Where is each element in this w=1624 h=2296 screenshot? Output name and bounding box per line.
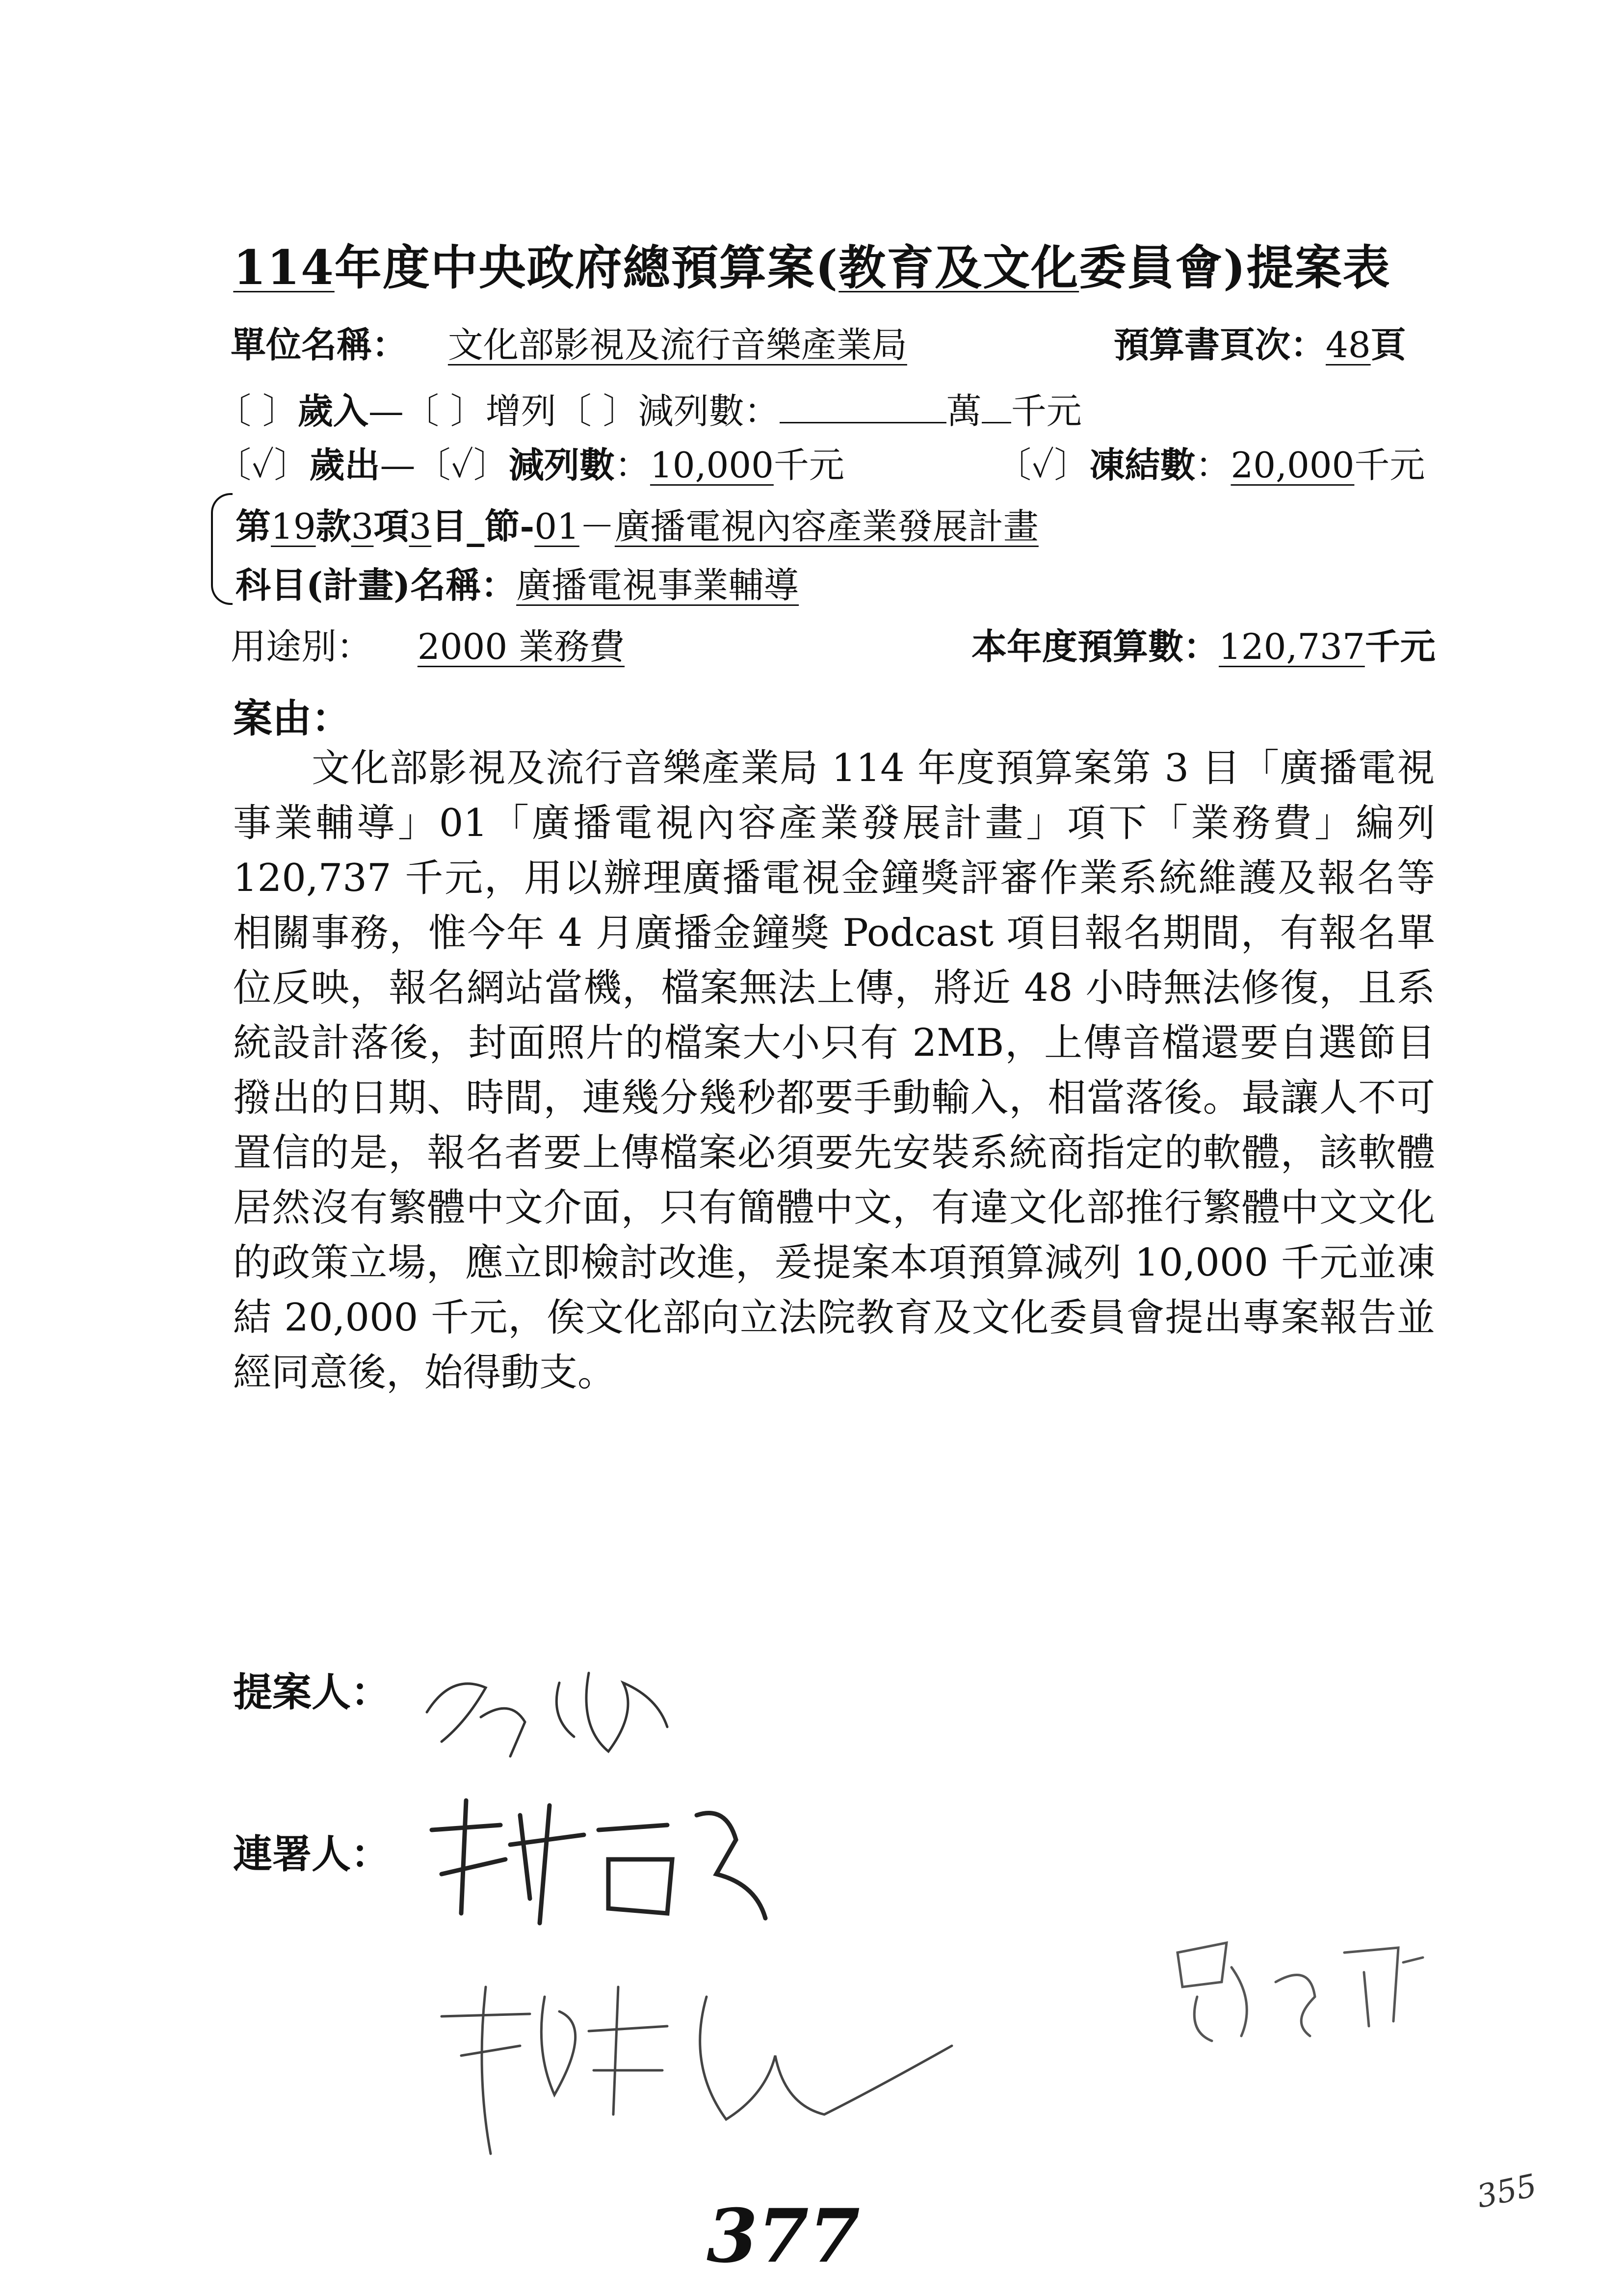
item-xiang: 3 [351,506,374,547]
usage-value: 2000 業務費 [417,626,625,667]
unit-row [231,316,1056,367]
freeze-colon: ： [1195,444,1231,486]
cut-colon: ： [614,444,650,486]
item-mu: 3 [409,506,432,547]
item-xiang-label: 項 [373,505,409,547]
reason-body: 文化部影視及流行音樂產業局 114 年度預算案第 3 目「廣播電視事業輔導」01「廣播電視內容產業發展計畫」項下「業務費」編列 120,737 千元，用以辦理廣播電視金鐘獎評審作業系統維護及報名等相關事務，惟今年 4 月廣播金鐘獎 Podcast 項目報名期間，有報名單位反映，報名網站當機，檔案無法上傳，將近 48 小時無法修復，且系統設計落後，封面照片的檔案大小只有 2MB，上傳音檔還要自選節目撥出的日期、時間，連幾分幾秒都要手動輸入，相當落後。最讓人不可置信的是，報名者要上傳檔案必須要先安裝系統商指定的軟體，該軟體居然沒有繁體中文介面，只有簡體中文，有違文化部推行繁體中文文化的政策立場，應立即檢討改進，爰提案本項預算減列 10,000 千元並凍結 20,000 千元，俟文化部向立法院教育及文化委員會提出專案報告並經同意後，始得動支。 [233,746,1435,1395]
item-kuan-label: 款 [315,505,351,547]
corner-page-number: 355 [1473,2167,1540,2216]
item-jie-label: _節- [467,505,535,547]
title-prefix: 年度中央政府總預算案( [334,240,839,295]
subject-row [236,557,799,608]
proposer-signature [412,1653,716,1773]
expense-row [216,437,844,488]
revenue-dash: — [368,391,404,432]
page-ref [1114,316,1406,367]
expense-bracket: 〔✓〕 [216,444,310,486]
title-suffix: 委員會)提案表 [1079,240,1391,295]
page-label: 預算書頁次： [1114,324,1326,365]
revenue-wan: 萬 [946,391,982,432]
cosigner-signature-3 [1168,1923,1442,2053]
cosigner-signature-2 [432,1967,971,2166]
item-mu-label: 目 [431,505,467,547]
unit-value: 文化部影視及流行音樂產業局 [447,324,907,365]
title-committee: 教育及文化 [838,240,1079,295]
cut-label: 減列數 [508,444,615,486]
item-jie: 01 [534,506,579,547]
freeze-value: 20,000 [1231,444,1355,486]
page-unit: 頁 [1370,324,1406,365]
budget-label: 本年度預算數： [971,626,1219,667]
freeze-label: 凍結數 [1089,444,1196,486]
item-ord: 第 [236,505,271,547]
cut-bracket: 〔✓〕 [415,444,509,486]
item-plan: 廣播電視內容產業發展計畫 [614,506,1039,547]
budget-unit: 千元 [1364,626,1436,667]
freeze-group [996,437,1425,488]
item-dash: － [579,506,615,547]
revenue-wan-blank [780,392,946,423]
handwritten-page-number: 377 [707,2193,861,2279]
revenue-bracket: 〔 〕 [216,391,298,432]
item-kuan: 19 [271,506,316,547]
expense-label: 歲出 [309,444,380,486]
revenue-qian: 千元 [1011,391,1082,432]
subject-label: 科目(計畫)名稱： [236,564,517,606]
item-brace [211,493,233,605]
cut-unit: 千元 [773,444,844,486]
expense-dash: — [380,444,416,486]
title-year: 114 [233,240,335,295]
revenue-add-text: 〔 〕增列〔 〕減列數： [403,391,780,432]
page-value: 48 [1326,324,1371,365]
unit-label: 單位名稱： [231,324,408,365]
budget-group [971,618,1436,669]
budget-value: 120,737 [1219,626,1365,667]
proposer-label: 提案人： [233,1669,390,1715]
subject-value: 廣播電視事業輔導 [516,565,799,606]
usage-row [231,618,673,669]
revenue-row [216,383,1082,434]
item-row [236,498,1039,549]
revenue-qian-blank [982,392,1011,423]
cut-value: 10,000 [650,444,774,486]
document-title [0,231,1624,298]
usage-label: 用途別： [231,626,372,667]
freeze-unit: 千元 [1354,444,1425,486]
reason-heading: 案由： [233,695,351,741]
cosigner-signature-1 [422,1786,814,1945]
cosigner-label: 連署人： [233,1831,390,1877]
revenue-label: 歲入 [297,390,368,432]
freeze-bracket: 〔✓〕 [996,444,1090,486]
